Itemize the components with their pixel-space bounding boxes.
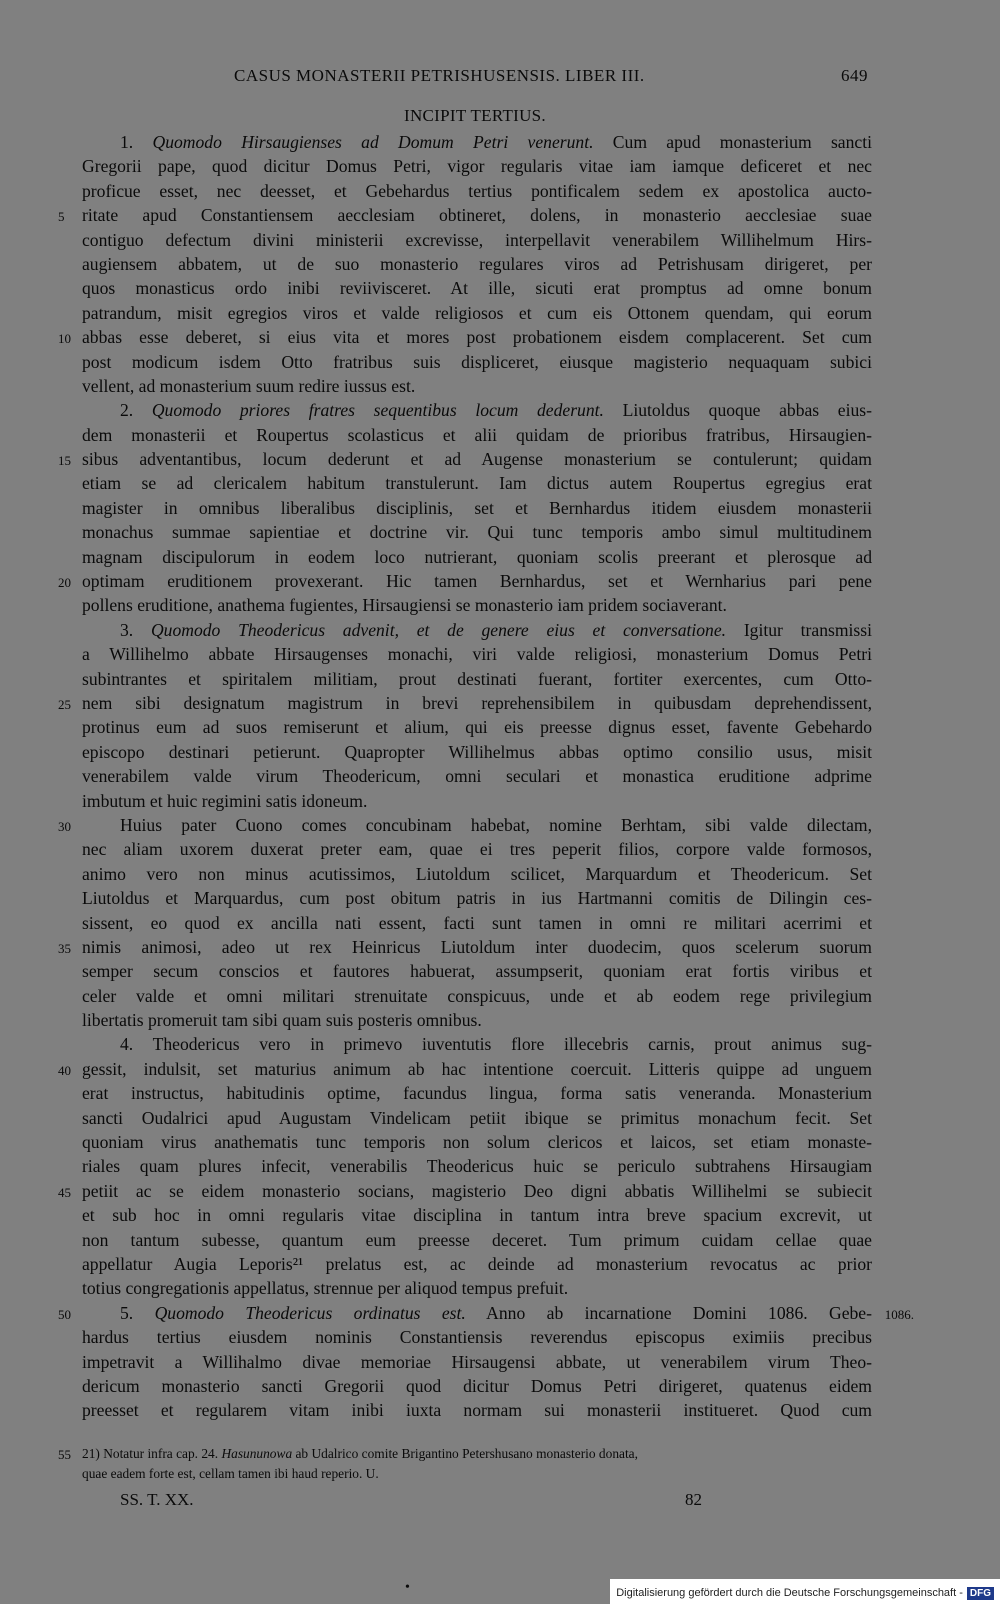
funding-banner (610, 1579, 1000, 1604)
text-line (58, 935, 872, 959)
text-line (82, 520, 872, 544)
text-run: sancti Oudalrici apud Augustam Vindelicam petiit ibique se primitus monachum fecit. Set (82, 1107, 872, 1128)
section-title: INCIPIT TERTIUS. (404, 106, 546, 125)
text-run: sibus adventantibus, locum dederunt et ad Augense monasterium se contulerunt; quidam (82, 449, 872, 470)
text-run: petiit ac se eidem monasterio socians, magisterio Deo digni abbatis Willihelmi se subiecit (82, 1180, 872, 1201)
text-line (82, 1374, 872, 1398)
text-run: contiguo defectum divini ministerii excrevisse, interpellavit venerabilem Willihelmum Hirs- (82, 229, 872, 250)
text-run: preesset et regularem vitam inibi iuxta normam sui monasterii institueret. Quod cum (82, 1400, 872, 1421)
text-line (82, 1228, 872, 1252)
text-run: gessit, indulsit, set maturius animum ab hac intentione coercuit. Litteris quippe ad unguem (82, 1058, 872, 1079)
text-line (82, 179, 872, 203)
text-run: magnam discipulorum in eodem loco nutrierant, quoniam scolis preerant et plerosque ad (82, 546, 872, 567)
margin-year-note: 1086. (884, 1306, 914, 1322)
signature-number: 82 (685, 1490, 702, 1509)
line-number: 10 (58, 331, 71, 347)
text-run: post modicum isdem Otto fratribus suis displiceret, eiusque magisterio nequaquam subici (82, 351, 872, 372)
text-run: 1. (120, 132, 153, 152)
text-run: Liutoldus quoque abbas eius- (603, 400, 873, 421)
chapter-heading-italic: Quomodo Theodericus advenit, et de genere eius et conversatione. (150, 619, 727, 640)
text-line (82, 1398, 872, 1422)
text-run: impetravit a Willihalmo divae memoriae Hirsaugensi abbate, ut venerabilem virum Theo- (82, 1351, 872, 1372)
line-number: 30 (58, 818, 71, 834)
text-run: Cum apud monasterium sancti (593, 132, 873, 152)
text-line (82, 1350, 872, 1374)
text-line (82, 1203, 872, 1227)
text-line (82, 618, 872, 642)
page-number: 649 (841, 66, 868, 85)
text-run: magister in omnibus liberalibus disciplinis, set et Bernhardus itidem eiusdem monasterii (82, 497, 872, 518)
text-line (82, 301, 872, 325)
text-line (82, 593, 872, 617)
text-line (82, 398, 872, 422)
text-run: proficue esset, nec deesset, et Gebehardus tertius pontificalem sedem ex apostolica aucto- (82, 180, 872, 201)
footnote-line (58, 1444, 872, 1464)
text-run: vellent, ad monasterium suum redire iussus est. (82, 375, 416, 396)
text-run: dericum monasterio sancti Gregorii quod dicitur Domus Petri dirigeret, quatenus eidem (82, 1375, 872, 1396)
text-line (82, 276, 872, 300)
text-run: non tantum subesse, quantum eum preesse deceret. Tum primum cuidam cellae quae (82, 1229, 872, 1250)
text-run: 21) Notatur infra cap. 24. (82, 1446, 222, 1461)
text-run: 2. (120, 400, 152, 421)
text-line (82, 642, 872, 666)
line-number: 5 (58, 209, 65, 225)
line-number: 25 (58, 696, 71, 712)
text-run: semper secum conscios et fautores habuerat, assumpserit, quoniam erat fortis viribus et (82, 961, 872, 982)
running-header (82, 66, 868, 90)
funding-text: Digitalisierung gefördert durch die Deutsche Forschungsgemeinschaft - (616, 1587, 963, 1599)
text-line (82, 740, 872, 764)
text-run: episcopo destinari petierunt. Quapropter Willihelmus abbas optimo consilio usus, misit (82, 741, 872, 762)
text-run: quae eadem forte est, cellam tamen ibi haud reperio. U. (82, 1466, 379, 1481)
text-line (82, 959, 872, 983)
text-run: 3. (120, 619, 151, 640)
text-line (82, 667, 872, 691)
signature-mark: SS. T. XX. (120, 1490, 194, 1509)
text-run: dem monasterii et Roupertus scolasticus et alii quidam de prioribus fratribus, Hirsaugien- (82, 424, 872, 445)
text-line (82, 789, 872, 813)
text-run: quoniam virus anathematis tunc temporis non solum clericos et laicos, set etiam monaste- (82, 1132, 872, 1153)
chapter-heading-italic: Hasununowa (221, 1446, 293, 1461)
text-run: et sub hoc in omni regularis vitae disciplina in tantum intra breve spacium excrevit, ut (82, 1205, 872, 1226)
text-line (82, 423, 872, 447)
text-run: nec aliam uxorem duxerat preter eam, quae ei tres peperit filios, corpore valde formosos, (82, 839, 872, 860)
text-line (82, 837, 872, 861)
text-line (58, 1179, 872, 1203)
footnote (58, 1444, 872, 1484)
text-line (58, 813, 872, 837)
text-run: 5. (120, 1302, 155, 1323)
text-run: monachus summae sapientiae et doctrine vir. Qui tunc temporis ambo simul multitudinem (82, 522, 872, 543)
text-run: totius congregationis appellatus, strennue per aliquod tempus prefuit. (82, 1278, 569, 1299)
text-line (58, 203, 872, 227)
line-number: 20 (58, 575, 71, 591)
text-line (82, 764, 872, 788)
main-text (58, 130, 914, 1423)
text-line (58, 447, 872, 471)
text-line (82, 984, 872, 1008)
text-line (82, 545, 872, 569)
text-run: Anno ab incarnatione Domini 1086. Gebe- (465, 1302, 872, 1323)
text-run: libertatis promeruit tam sibi quam suis posteris omnibus. (82, 1010, 482, 1031)
text-line (58, 325, 872, 349)
text-line (82, 1130, 872, 1154)
text-line (82, 1276, 872, 1300)
text-line (82, 471, 872, 495)
text-line (82, 715, 872, 739)
text-line (58, 1301, 914, 1325)
text-line (82, 154, 872, 178)
text-run: pollens eruditione, anathema fugientes, Hirsaugiensi se monasterio iam pridem sociaverant. (82, 595, 727, 616)
text-run: venerabilem valde virum Theodericum, omni seculari et monastica eruditione adprime (82, 766, 872, 787)
text-run: nem sibi designatum magistrum in brevi reprehensibilem in quibusdam deprehendissent, (82, 692, 872, 713)
text-run: Liutoldus et Marquardus, cum post obitum patris in ius Hartmanni comitis de Dilingin ces- (82, 888, 872, 909)
text-run: ab Udalrico comite Brigantino Petershusano monasterio donata, (292, 1446, 638, 1461)
text-line (58, 569, 872, 593)
text-line (82, 252, 872, 276)
line-number: 50 (58, 1306, 71, 1322)
text-run: optimam eruditionem provexerant. Hic tamen Bernhardus, set et Wernharius pari pene (82, 571, 872, 592)
text-run: hardus tertius eiusdem nominis Constantiensis reverendus episcopus eximiis precibus (82, 1327, 872, 1348)
text-line (58, 1057, 872, 1081)
text-line (82, 1154, 872, 1178)
text-run: riales quam plures infecit, venerabilis Theodericus huic se periculo subtrahens Hirsaugiam (82, 1156, 872, 1177)
text-run: celer valde et omni militari strenuitate conspicuus, unde et ab eodem rege privilegium (82, 985, 872, 1006)
chapter-heading-italic: Quomodo priores fratres sequentibus locum dederunt. (151, 400, 604, 421)
text-run: sissent, eo quod ex ancilla nati essent, facti sunt tamen in omni re militari acerrimi et (82, 912, 872, 933)
text-line (58, 691, 872, 715)
text-run: Gregorii pape, quod dicitur Domus Petri, vigor regularis vitae iam iamque deficeret et nec (82, 156, 872, 177)
text-run: protinus eum ad suos remiserunt et alium, qui eis preesse dignus esset, favente Gebehardo (82, 717, 872, 738)
text-run: nimis animosi, adeo ut rex Heinricus Liutoldum inter duodecim, quos scelerum suorum (82, 936, 872, 957)
dfg-logo-icon: DFG (967, 1587, 994, 1600)
text-line (82, 862, 872, 886)
signature-line (120, 1490, 720, 1514)
text-run: animo vero non minus acutissimos, Liutoldum scilicet, Marquardum et Theodericum. Set (82, 863, 872, 884)
text-run: etiam se ad clericalem habitum transtulerunt. Iam dictus autem Roupertus egregius erat (82, 473, 872, 494)
running-title: CASUS MONASTERII PETRISHUSENSIS. LIBER III. (234, 66, 645, 85)
line-number: 15 (58, 453, 71, 469)
text-run: appellatur Augia Leporis²¹ prelatus est, ac deinde ad monasterium revocatus ac prior (82, 1253, 872, 1274)
stray-mark: • (405, 1580, 410, 1595)
text-run: erat instructus, habitudinis optime, facundus lingua, forma satis veneranda. Monasterium (82, 1083, 872, 1104)
text-run: Huius pater Cuono comes concubinam habebat, nomine Berhtam, sibi valde dilectam, (120, 814, 872, 835)
text-run: subintrantes et spiritalem militiam, prout destinati fuerant, fortiter exercentes, cum Otto- (82, 668, 872, 689)
text-run: patrandum, misit egregios viros et valde religiosos et cum eis Ottonem quendam, qui eorum (82, 302, 872, 323)
chapter-heading-italic: Quomodo Hirsaugienses ad Domum Petri venerunt. (152, 132, 594, 152)
text-line (82, 1106, 872, 1130)
text-run: Igitur transmissi (726, 619, 873, 640)
text-line (82, 374, 872, 398)
line-number: 40 (58, 1062, 71, 1078)
text-run: imbutum et huic regimini satis idoneum. (82, 790, 368, 811)
line-number: 55 (58, 1447, 71, 1462)
text-run: augiensem abbatem, ut de suo monasterio regulares viros ad Petrishusam dirigeret, per (82, 253, 872, 274)
text-run: ritate apud Constantiensem aecclesiam obtineret, dolens, in monasterio aecclesiae suae (82, 205, 872, 226)
text-line (82, 1032, 872, 1056)
text-line (82, 1252, 872, 1276)
footnote-line (82, 1464, 872, 1484)
line-number: 45 (58, 1184, 71, 1200)
text-line (82, 350, 872, 374)
text-line (82, 1325, 872, 1349)
text-run: quos monasticus ordo inibi reviivisceret. At ille, sicuti erat promptus ad omne bonum (82, 278, 872, 299)
text-line (82, 886, 872, 910)
text-line (82, 496, 872, 520)
text-line (82, 911, 872, 935)
text-line (82, 1008, 872, 1032)
text-line (82, 130, 872, 154)
text-run: 4. Theodericus vero in primevo iuventutis flore illecebris carnis, prout animus sug- (120, 1034, 872, 1055)
line-number: 35 (58, 940, 71, 956)
text-run: abbas esse deberet, si eius vita et mores post probationem eisdem complacerent. Set cum (82, 327, 872, 348)
text-line (82, 1081, 872, 1105)
chapter-heading-italic: Quomodo Theodericus ordinatus est. (154, 1302, 466, 1323)
text-line (82, 228, 872, 252)
text-run: a Willihelmo abbate Hirsaugenses monachi, viri valde religiosi, monasterium Domus Petri (82, 644, 872, 665)
